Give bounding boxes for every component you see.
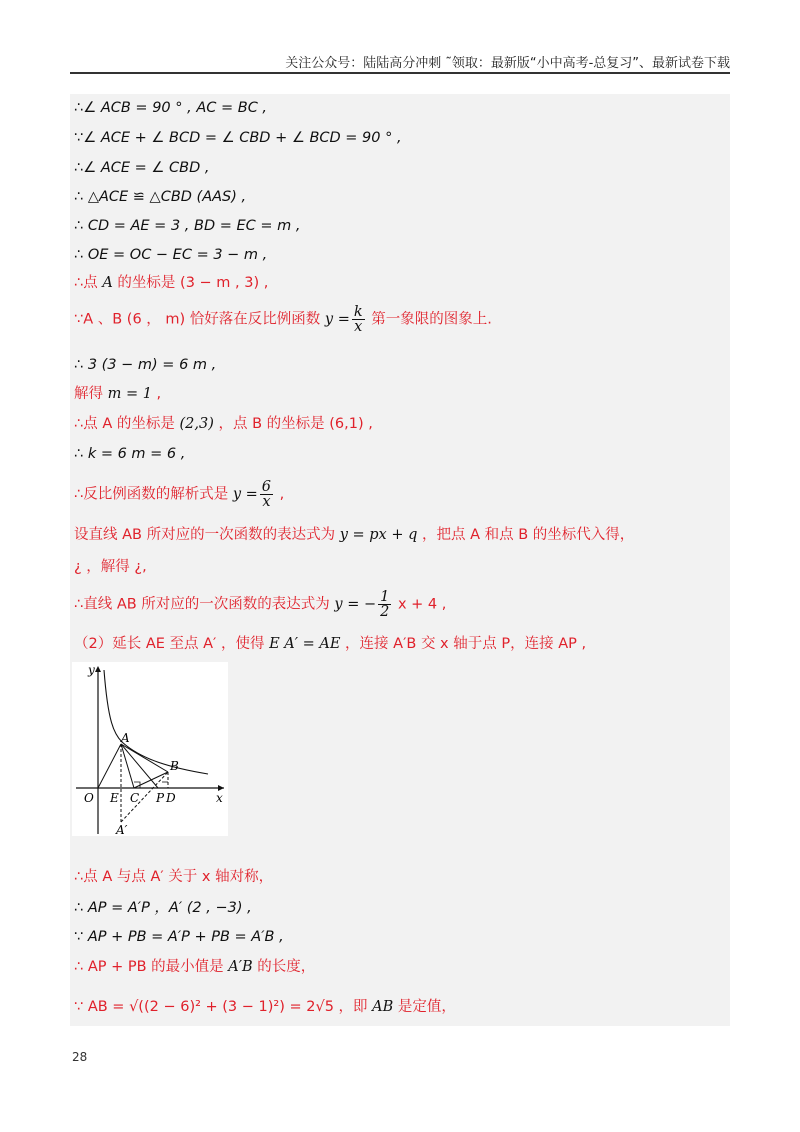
solution-line: ∴ OE = OC − EC = 3 − m , <box>74 247 268 263</box>
math-expression: y = <box>324 311 350 328</box>
fraction <box>378 590 391 619</box>
fig-label-y: y <box>88 663 95 677</box>
solution-line: ∴ k = 6 m = 6 , <box>74 446 186 462</box>
fig-label-A-prime: A′ <box>116 823 128 836</box>
line-text: 设直线 AB 所对应的一次函数的表达式为 <box>74 527 340 543</box>
solution-line <box>74 480 284 509</box>
solution-line: ∴∠ ACE = ∠ CBD , <box>74 160 210 176</box>
line-text: ∴点 A 的坐标是 <box>74 416 180 432</box>
line-text: ，把点 A 和点 B 的坐标代入得， <box>417 527 635 543</box>
line-text: ∴点 A 与点 A′ 关于 x 轴对称， <box>74 869 274 885</box>
fig-label-O: O <box>84 791 94 805</box>
fig-label-B: B <box>170 759 179 773</box>
line-text: ∵A 、B (6 ， m) 恰好落在反比例函数 <box>74 311 325 328</box>
line-text: ，连接 A′B 交 x 轴于点 P，连接 AP , <box>340 636 587 652</box>
solution-line <box>74 272 268 294</box>
solution-line: ∴ AP = A′P ，A′ (2 , −3) , <box>74 900 252 916</box>
solution-line: ∴∠ ACB = 90 ° , AC = BC , <box>74 100 268 116</box>
fig-label-C: C <box>130 791 140 805</box>
header-rule <box>70 72 730 74</box>
solution-line <box>74 556 147 578</box>
math-expression: m = 1 <box>107 386 152 402</box>
line-text: 解得 <box>74 386 108 402</box>
math-expression: A <box>102 275 113 291</box>
fig-label-x: x <box>216 791 223 805</box>
math-expression: E A′ = AE <box>269 636 341 652</box>
page-header: 关注公众号：陆陆高分冲刺 ˜领取：最新版“小中高考-总复习”、最新试卷下载 <box>285 56 730 71</box>
solution-line <box>74 866 273 888</box>
math-expression: y = px + q <box>339 527 418 543</box>
solution-line: ∵ AP + PB = A′P + PB = A′B , <box>74 929 284 945</box>
math-expression: A′B <box>228 959 253 975</box>
line-text: , <box>151 386 162 402</box>
math-expression: AB <box>372 999 394 1015</box>
page-number: 28 <box>72 1050 88 1064</box>
line-text: 的坐标是 (3 − m , 3) , <box>112 275 269 291</box>
math-expression: y = − <box>334 596 377 613</box>
solution-line: ∵∠ ACE + ∠ BCD = ∠ CBD + ∠ BCD = 90 ° , <box>74 130 402 146</box>
line-text: ∵ AB = √((2 − 6)² + (3 − 1)²) = 2√5 ，即 <box>74 999 373 1015</box>
solution-line: ∴ CD = AE = 3 , BD = EC = m , <box>74 218 301 234</box>
solution-line <box>74 305 492 334</box>
solution-line <box>74 413 373 435</box>
fraction-numerator: 1 <box>380 589 390 605</box>
geometry-figure <box>72 662 228 836</box>
line-text: ∴点 <box>74 275 103 291</box>
fraction <box>352 305 365 334</box>
line-text: ∴反比例函数的解析式是 <box>74 486 233 503</box>
line-text: 第一象限的图象上. <box>366 311 492 328</box>
line-text: ∴ AP + PB 的最小值是 <box>74 959 229 975</box>
solution-line <box>74 996 456 1018</box>
fraction-denominator: 2 <box>380 604 390 620</box>
solution-line <box>74 956 315 978</box>
line-text: ，点 B 的坐标是 (6,1) , <box>213 416 373 432</box>
fraction-numerator: k <box>353 304 363 320</box>
fraction-denominator: x <box>262 494 271 510</box>
line-text: 的长度， <box>252 959 316 975</box>
fraction <box>260 480 273 509</box>
line-text: , <box>275 486 285 503</box>
solution-line <box>74 524 634 546</box>
solution-line <box>74 383 161 405</box>
fig-label-P: P <box>156 791 165 805</box>
math-expression: (2,3) <box>179 416 214 432</box>
line-text: x + 4 , <box>393 596 447 613</box>
fig-label-E: E <box>110 791 119 805</box>
math-expression: y = <box>232 486 258 503</box>
solution-line <box>74 590 446 619</box>
fraction-numerator: 6 <box>261 479 272 495</box>
fraction-denominator: x <box>354 319 363 335</box>
line-text: ∴直线 AB 所对应的一次函数的表达式为 <box>74 596 335 613</box>
line-text: 是定值， <box>393 999 456 1015</box>
solution-line <box>74 633 586 655</box>
fig-label-A: A <box>121 731 130 745</box>
solution-line: ∴ 3 (3 − m) = 6 m , <box>74 357 217 373</box>
line-text: ¿ ，解得 ¿, <box>74 559 147 575</box>
fig-label-D: D <box>166 791 176 805</box>
solution-line: ∴ △ACE ≌ △CBD (AAS) , <box>74 189 247 205</box>
line-text: （2）延长 AE 至点 A′ ，使得 <box>74 636 270 652</box>
